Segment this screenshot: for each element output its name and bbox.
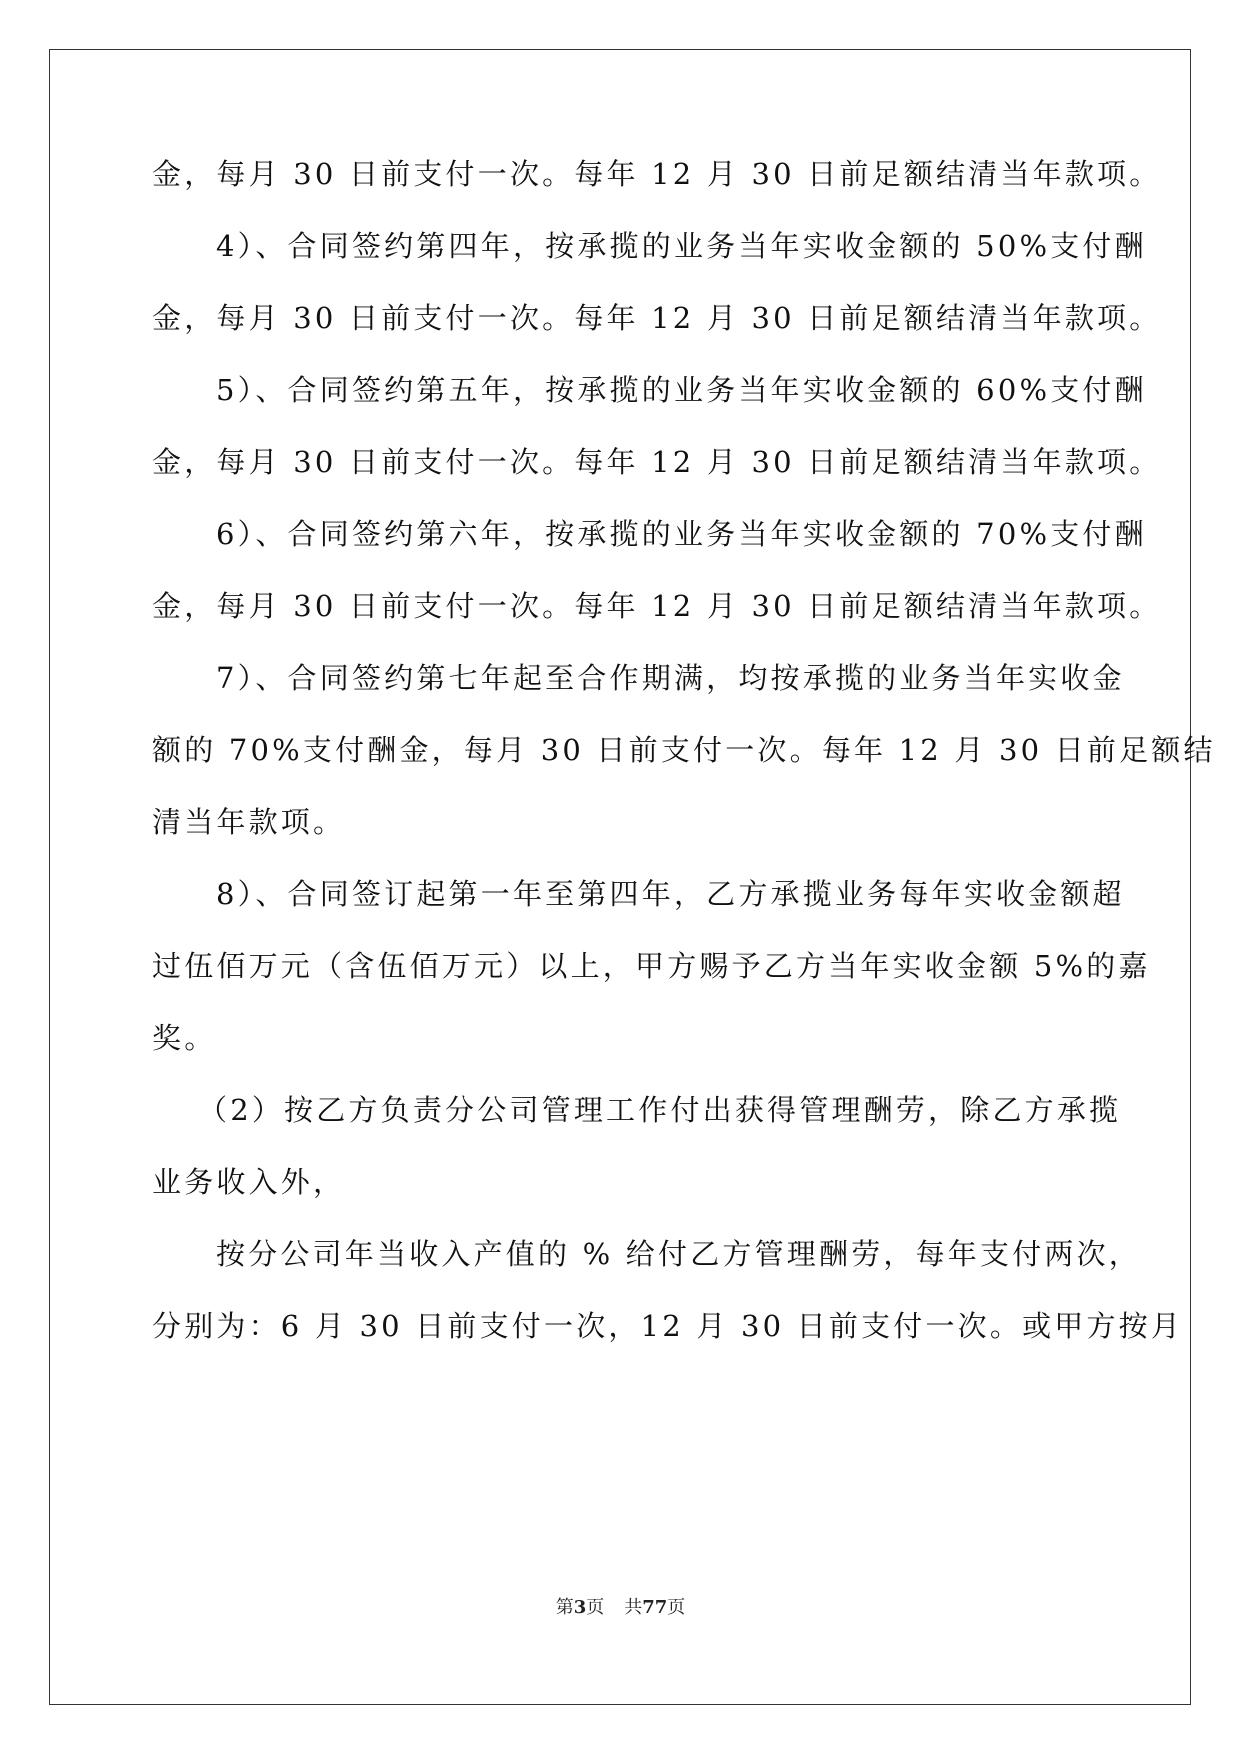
body-line-10: 清当年款项。 — [152, 805, 346, 839]
page-number: 3 — [573, 1597, 587, 1618]
body-line-7: 金，每月 30 日前支付一次。每年 12 月 30 日前足额结清当年款项。 — [152, 589, 1162, 623]
body-line-8: 7）、合同签约第七年起至合作期满，均按承揽的业务当年实收金 — [216, 661, 1125, 695]
body-line-6: 6）、合同签约第六年，按承揽的业务当年实收金额的 70%支付酬 — [216, 517, 1147, 551]
page-prefix: 第 — [555, 1597, 574, 1618]
body-line-5: 金，每月 30 日前支付一次。每年 12 月 30 日前足额结清当年款项。 — [152, 445, 1162, 479]
page-suffix: 页 — [586, 1597, 605, 1618]
body-line-1: 金，每月 30 日前支付一次。每年 12 月 30 日前足额结清当年款项。 — [152, 157, 1162, 191]
body-line-13: 奖。 — [152, 1021, 217, 1055]
body-line-11: 8）、合同签订起第一年至第四年，乙方承揽业务每年实收金额超 — [216, 877, 1125, 911]
body-line-15: 业务收入外， — [152, 1165, 346, 1199]
body-line-17: 分别为：6 月 30 日前支付一次，12 月 30 日前支付一次。或甲方按月 — [152, 1309, 1184, 1343]
body-line-16: 按分公司年当收入产值的 % 给付乙方管理酬劳，每年支付两次， — [216, 1237, 1141, 1271]
total-suffix: 页 — [667, 1597, 686, 1618]
total-number: 77 — [642, 1597, 668, 1618]
body-line-14: （2）按乙方负责分公司管理工作付出获得管理酬劳，除乙方承揽 — [198, 1093, 1122, 1127]
body-line-9: 额的 70%支付酬金，每月 30 日前支付一次。每年 12 月 30 日前足额结 — [152, 733, 1216, 767]
page-footer — [0, 1596, 1241, 1620]
body-line-3: 金，每月 30 日前支付一次。每年 12 月 30 日前足额结清当年款项。 — [152, 301, 1162, 335]
body-line-4: 5）、合同签约第五年，按承揽的业务当年实收金额的 60%支付酬 — [216, 373, 1147, 407]
body-line-2: 4）、合同签约第四年，按承揽的业务当年实收金额的 50%支付酬 — [216, 229, 1147, 263]
total-prefix: 共 — [624, 1597, 643, 1618]
body-line-12: 过伍佰万元（含伍佰万元）以上，甲方赐予乙方当年实收金额 5%的嘉 — [152, 949, 1151, 983]
